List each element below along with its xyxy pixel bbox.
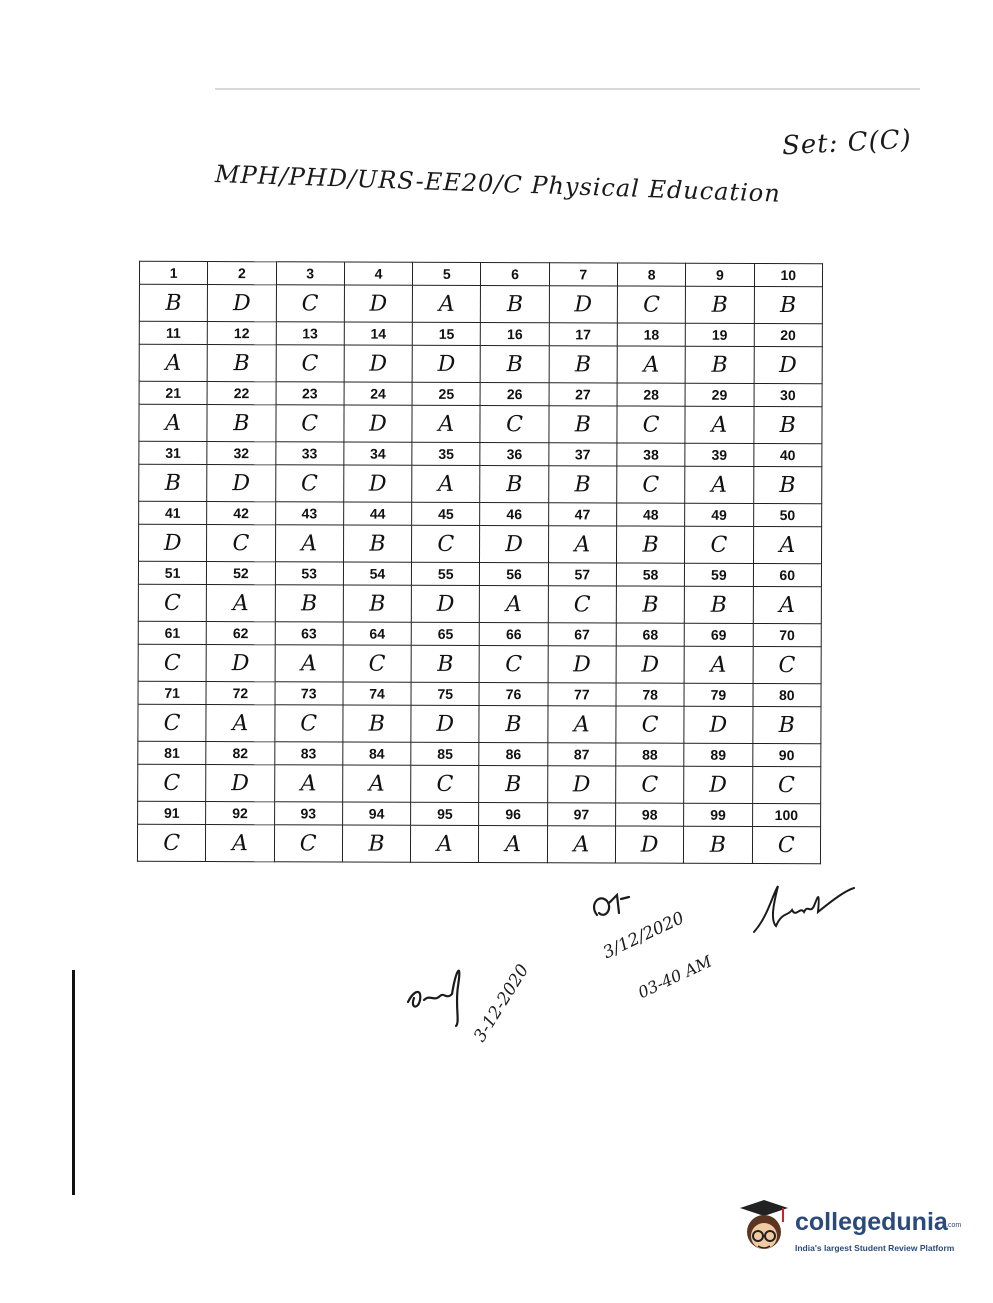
answer-cell: B (479, 705, 547, 742)
question-number-cell: 39 (685, 443, 753, 466)
answer-cell: B (684, 826, 752, 863)
answer-cell: B (343, 705, 411, 742)
signature-1 (400, 950, 490, 1030)
answer-cell: D (207, 465, 275, 502)
answer-cell: A (479, 825, 547, 862)
time-text: 03-40 AM (635, 951, 715, 1003)
question-number-cell: 62 (206, 622, 274, 645)
answer-cell: B (753, 406, 822, 443)
answer-cell: B (549, 406, 617, 443)
question-number-cell: 86 (479, 742, 547, 765)
question-number-cell: 33 (275, 442, 343, 465)
answer-cell: C (479, 645, 547, 682)
question-number-cell: 53 (275, 562, 343, 585)
answer-cell: D (208, 285, 276, 322)
question-number-cell: 8 (617, 263, 685, 286)
answer-cell: D (548, 646, 616, 683)
answer-cell: B (686, 286, 754, 323)
question-number-cell: 74 (343, 682, 411, 705)
question-number-cell: 11 (139, 321, 207, 344)
answer-cell: C (412, 525, 480, 562)
answer-cell: B (479, 765, 547, 802)
question-number-cell: 60 (753, 563, 822, 586)
question-number-cell: 49 (685, 503, 753, 526)
question-number-cell: 78 (616, 683, 684, 706)
question-number-cell: 66 (480, 622, 548, 645)
answer-cell: C (480, 406, 548, 443)
answer-cell: C (275, 405, 343, 442)
answer-cell: C (752, 766, 821, 803)
answer-cell: B (139, 464, 207, 501)
question-number-row (138, 801, 821, 826)
answer-cell: D (754, 346, 823, 383)
answer-row (138, 764, 821, 803)
question-number-row (138, 741, 821, 766)
question-number-cell: 20 (754, 323, 823, 346)
answer-cell: D (344, 285, 412, 322)
answer-cell: B (411, 645, 479, 682)
answer-cell: D (616, 646, 684, 683)
answer-cell: C (138, 584, 206, 621)
question-number-cell: 44 (343, 502, 411, 525)
question-number-cell: 42 (207, 502, 275, 525)
answer-row (139, 404, 822, 443)
question-number-cell: 81 (138, 741, 206, 764)
signature-3 (748, 876, 858, 941)
question-number-cell: 22 (207, 382, 275, 405)
answer-cell: B (342, 825, 410, 862)
answer-cell: D (684, 706, 752, 743)
answer-row (138, 584, 821, 623)
question-number-row (139, 381, 822, 406)
question-number-cell: 5 (413, 262, 481, 285)
question-number-row (139, 441, 822, 466)
question-number-cell: 4 (344, 262, 412, 285)
question-number-cell: 97 (547, 803, 615, 826)
question-number-cell: 21 (139, 381, 207, 404)
question-number-cell: 14 (344, 322, 412, 345)
question-number-cell: 37 (549, 443, 617, 466)
answer-cell: B (549, 346, 617, 383)
answer-cell: B (548, 466, 616, 503)
question-number-cell: 77 (548, 683, 616, 706)
question-number-cell: 95 (411, 802, 479, 825)
answer-cell: B (754, 286, 823, 323)
answer-cell: B (685, 346, 753, 383)
answer-cell: A (206, 705, 274, 742)
question-number-cell: 80 (753, 683, 822, 706)
question-number-cell: 69 (684, 623, 752, 646)
question-number-cell: 85 (411, 742, 479, 765)
question-number-cell: 24 (344, 382, 412, 405)
question-number-cell: 40 (753, 443, 822, 466)
answer-cell: A (411, 825, 479, 862)
question-number-cell: 63 (275, 622, 343, 645)
answer-cell: A (275, 525, 343, 562)
question-number-row (139, 261, 822, 286)
answer-cell: D (547, 766, 615, 803)
scan-top-rule (215, 88, 920, 90)
question-number-cell: 67 (548, 623, 616, 646)
question-number-cell: 48 (617, 503, 685, 526)
question-number-cell: 52 (207, 562, 275, 585)
question-number-cell: 83 (274, 742, 342, 765)
question-number-cell: 47 (548, 503, 616, 526)
question-number-cell: 94 (342, 802, 410, 825)
logo-tagline: India's largest Student Review Platform (795, 1243, 955, 1253)
logo-suffix: .com (946, 1222, 962, 1229)
answer-cell: B (685, 586, 753, 623)
question-number-cell: 75 (411, 682, 479, 705)
answer-cell: B (481, 346, 549, 383)
answer-cell: A (343, 765, 411, 802)
question-number-cell: 31 (139, 441, 207, 464)
answer-cell: B (753, 466, 822, 503)
question-number-cell: 18 (617, 323, 685, 346)
question-number-cell: 54 (343, 562, 411, 585)
question-number-cell: 68 (616, 623, 684, 646)
answer-row (139, 284, 822, 323)
answer-cell: A (685, 406, 753, 443)
question-number-row (139, 321, 822, 346)
answer-cell: A (206, 825, 274, 862)
question-number-cell: 90 (752, 743, 821, 766)
question-number-cell: 30 (754, 383, 823, 406)
question-number-row (138, 621, 821, 646)
question-number-cell: 27 (549, 383, 617, 406)
question-number-cell: 56 (480, 562, 548, 585)
answer-key-table (137, 261, 823, 864)
answer-cell: A (547, 826, 615, 863)
question-number-row (138, 561, 821, 586)
question-number-cell: 84 (343, 742, 411, 765)
answer-cell: B (207, 345, 275, 382)
answer-cell: C (343, 645, 411, 682)
question-number-cell: 92 (206, 802, 274, 825)
set-label: Set: C(C) (781, 124, 913, 162)
question-number-cell: 16 (481, 323, 549, 346)
page-title: MPH/PHD/URS-EE20/C Physical Education (214, 160, 782, 208)
question-number-cell: 91 (138, 801, 206, 824)
question-number-cell: 72 (206, 682, 274, 705)
question-number-cell: 87 (547, 743, 615, 766)
question-number-cell: 64 (343, 622, 411, 645)
answer-cell: B (752, 706, 821, 743)
answer-cell: B (139, 284, 207, 321)
answer-cell: A (753, 586, 822, 623)
answer-cell: A (684, 646, 752, 683)
question-number-cell: 82 (206, 742, 274, 765)
answer-cell: C (138, 764, 206, 801)
answer-cell: A (548, 706, 616, 743)
answer-cell: D (206, 645, 274, 682)
answer-row (138, 704, 821, 743)
question-number-cell: 99 (684, 803, 752, 826)
answer-cell: D (344, 465, 412, 502)
question-number-cell: 73 (275, 682, 343, 705)
answer-row (138, 644, 821, 683)
answer-cell: C (138, 644, 206, 681)
date-1-text: 3/12/2020 (600, 908, 688, 964)
question-number-cell: 61 (138, 621, 206, 644)
question-number-cell: 45 (412, 502, 480, 525)
question-number-cell: 15 (412, 322, 480, 345)
question-number-cell: 41 (139, 501, 207, 524)
question-number-cell: 43 (275, 502, 343, 525)
question-number-cell: 59 (685, 563, 753, 586)
question-number-cell: 46 (480, 503, 548, 526)
question-number-cell: 3 (276, 262, 344, 285)
question-number-cell: 34 (344, 442, 412, 465)
answer-cell: D (206, 765, 274, 802)
question-number-cell: 23 (276, 382, 344, 405)
answer-cell: B (343, 525, 411, 562)
answer-cell: A (139, 344, 207, 381)
answer-cell: C (616, 706, 684, 743)
answer-cell: A (617, 346, 685, 383)
answer-cell: A (685, 466, 753, 503)
answer-cell: A (412, 285, 480, 322)
question-number-cell: 93 (274, 802, 342, 825)
question-number-cell: 100 (752, 803, 821, 826)
answer-row (139, 524, 822, 563)
question-number-cell: 79 (684, 683, 752, 706)
question-number-cell: 51 (138, 561, 206, 584)
question-number-cell: 32 (207, 442, 275, 465)
question-number-cell: 26 (480, 383, 548, 406)
answer-cell: A (139, 404, 207, 441)
answer-row (137, 824, 820, 863)
question-number-cell: 65 (411, 622, 479, 645)
question-number-cell: 25 (412, 382, 480, 405)
question-number-cell: 12 (208, 322, 276, 345)
answer-cell: C (617, 466, 685, 503)
question-number-cell: 13 (276, 322, 344, 345)
question-number-cell: 29 (685, 383, 753, 406)
date-2-text: 3-12-2020 (470, 961, 534, 1046)
answer-cell: C (275, 465, 343, 502)
question-number-cell: 10 (754, 263, 823, 286)
answer-cell: C (616, 766, 684, 803)
answer-cell: A (412, 405, 480, 442)
question-number-cell: 7 (549, 263, 617, 286)
answer-cell: B (275, 585, 343, 622)
question-number-cell: 88 (616, 743, 684, 766)
answer-row (139, 464, 822, 503)
question-number-cell: 36 (480, 443, 548, 466)
answer-cell: C (411, 765, 479, 802)
question-number-cell: 28 (617, 383, 685, 406)
answer-cell: A (274, 765, 342, 802)
answer-cell: C (207, 525, 275, 562)
answer-cell: C (548, 586, 616, 623)
answer-cell: D (411, 705, 479, 742)
answer-cell: B (480, 466, 548, 503)
answer-cell: C (276, 285, 344, 322)
question-number-row (139, 501, 822, 526)
answer-cell: B (616, 586, 684, 623)
answer-cell: D (412, 345, 480, 382)
answer-cell: D (344, 345, 412, 382)
answer-cell: B (343, 585, 411, 622)
answer-cell: C (274, 705, 342, 742)
question-number-cell: 71 (138, 681, 206, 704)
logo-wordmark: collegedunia (795, 1208, 948, 1236)
answer-cell: D (480, 525, 548, 562)
question-number-cell: 9 (686, 263, 754, 286)
question-number-cell: 76 (479, 682, 547, 705)
question-number-cell: 2 (208, 262, 276, 285)
answer-cell: D (615, 826, 683, 863)
answer-cell: C (138, 704, 206, 741)
answer-cell: D (684, 766, 752, 803)
answer-cell: C (274, 825, 342, 862)
answer-cell: C (276, 345, 344, 382)
question-number-cell: 70 (753, 623, 822, 646)
question-number-cell: 17 (549, 323, 617, 346)
question-number-cell: 58 (616, 563, 684, 586)
question-number-cell: 96 (479, 802, 547, 825)
answer-cell: D (411, 585, 479, 622)
answer-cell: D (344, 405, 412, 442)
answer-cell: B (481, 286, 549, 323)
question-number-cell: 89 (684, 743, 752, 766)
answer-cell: C (137, 824, 205, 861)
answer-cell: A (412, 465, 480, 502)
question-number-cell: 57 (548, 563, 616, 586)
answer-cell: B (616, 526, 684, 563)
question-number-cell: 98 (616, 803, 684, 826)
answer-cell: D (139, 524, 207, 561)
answer-cell: A (207, 585, 275, 622)
question-number-cell: 1 (139, 261, 207, 284)
answer-cell: A (753, 526, 822, 563)
question-number-cell: 19 (686, 323, 754, 346)
signoff-time (635, 952, 715, 1003)
signature-2 (585, 885, 635, 935)
question-number-cell: 35 (412, 442, 480, 465)
question-number-cell: 50 (753, 503, 822, 526)
answer-cell: C (617, 286, 685, 323)
question-number-cell: 6 (481, 263, 549, 286)
answer-cell: D (549, 286, 617, 323)
answer-cell: A (480, 585, 548, 622)
answer-cell: C (752, 826, 821, 863)
answer-cell: B (207, 405, 275, 442)
question-number-cell: 38 (617, 443, 685, 466)
question-number-cell: 55 (412, 562, 480, 585)
scan-margin-line (72, 970, 75, 1195)
answer-cell: A (275, 645, 343, 682)
answer-cell: A (548, 526, 616, 563)
answer-row (139, 344, 822, 383)
question-number-row (138, 681, 821, 706)
answer-cell: C (685, 526, 753, 563)
answer-cell: C (617, 406, 685, 443)
answer-cell: C (753, 646, 822, 683)
